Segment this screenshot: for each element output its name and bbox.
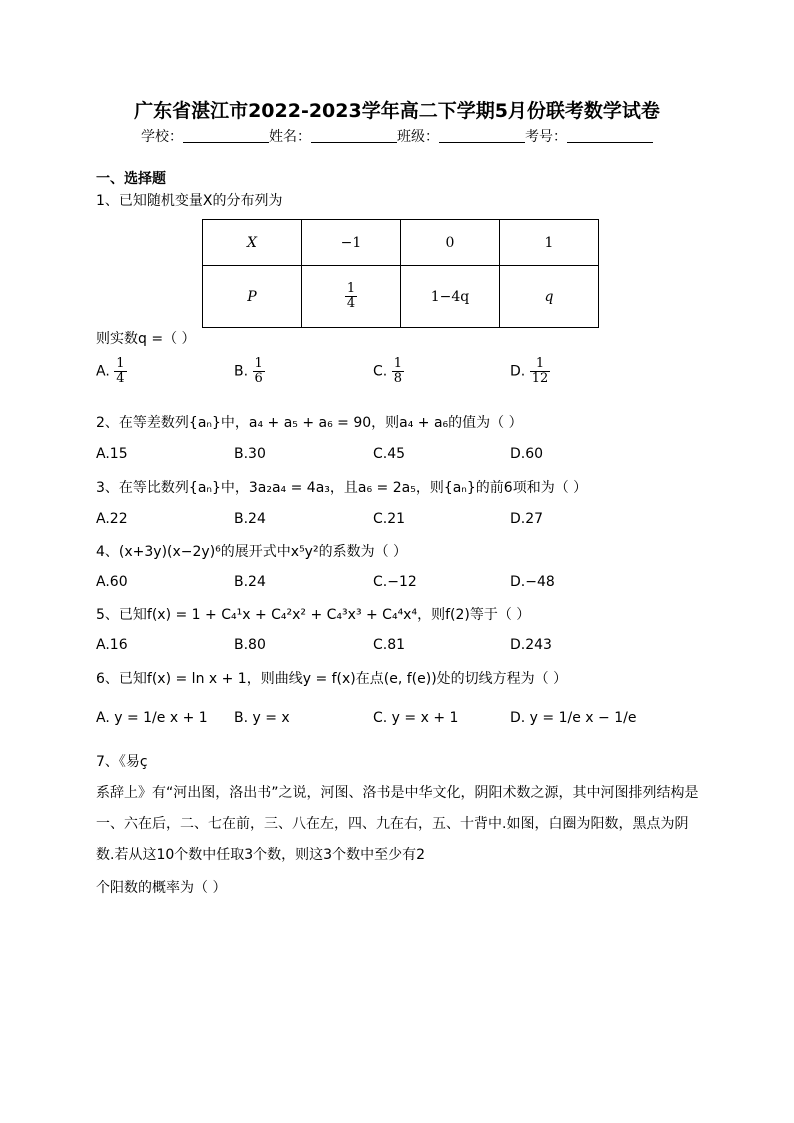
q6-option-b: B. y = x <box>234 710 290 726</box>
q2-option-b: B.30 <box>234 446 266 462</box>
q2-option-c: C.45 <box>373 446 406 462</box>
q3-option-c: C.21 <box>373 511 406 527</box>
fraction: $\frac{1}{4}$ <box>346 281 356 311</box>
q3-option-a: A.22 <box>96 511 128 527</box>
page-title: 广东省湛江市2022-2023学年高二下学期5月份联考数学试卷 <box>134 100 660 122</box>
q3-option-d: D.27 <box>510 511 544 527</box>
q4-option-c: C.−12 <box>373 574 417 590</box>
q4-option-d: D.−48 <box>510 574 555 590</box>
q5-stem: 5、已知f(x) = 1 + C₄¹x + C₄²x² + C₄³x³ + C₄⁴x⁴，则f(2)等于（ ） <box>96 607 531 623</box>
q5-option-b: B.80 <box>234 637 266 653</box>
table-cell: P <box>203 266 302 328</box>
table-cell: −1 <box>302 220 401 266</box>
q7-stem-head: 7、《易ç <box>96 754 148 770</box>
q1-stem: 1、已知随机变量X的分布列为 <box>96 193 283 209</box>
name-label: 姓名： <box>269 129 311 145</box>
table-cell <box>302 266 401 328</box>
q1-option-d: D. $\frac{1}{12}$ <box>510 356 549 386</box>
table-row <box>203 266 599 328</box>
table-cell: X <box>203 220 302 266</box>
table-cell: q <box>500 266 599 328</box>
exam-no-blank <box>567 128 653 143</box>
q7-body: 系辞上》有“河出图，洛出书”之说，河图、洛书是中华文化，阴阳术数之源，其中河图排列结构是一、六在后，二、七在前，三、八在左，四、九在右，五、十背中.如图，白圈为阳数，黑点为阴数.若从这10个数中任取3个数，则这3个数中至少有2 <box>96 785 699 863</box>
q1-option-a: A. $\frac{1}{4}$ <box>96 356 125 386</box>
q5-option-c: C.81 <box>373 637 406 653</box>
section-heading: 一、选择题 <box>96 171 166 187</box>
distribution-table <box>202 219 599 328</box>
q3-option-b: B.24 <box>234 511 266 527</box>
class-blank <box>439 128 525 143</box>
q5-option-d: D.243 <box>510 637 552 653</box>
table-cell: 1−4q <box>401 266 500 328</box>
q5-option-a: A.16 <box>96 637 128 653</box>
student-info-line <box>0 126 794 146</box>
school-blank <box>183 128 269 143</box>
q4-stem: 4、(x+3y)(x−2y)⁶的展开式中x⁵y²的系数为（ ） <box>96 544 408 560</box>
table-row <box>203 220 599 266</box>
q7-tail: 个阳数的概率为（ ） <box>96 880 227 896</box>
q6-option-d: D. y = 1/e x − 1/e <box>510 710 637 726</box>
name-blank <box>311 128 397 143</box>
q6-option-c: C. y = x + 1 <box>373 710 459 726</box>
exam-no-label: 考号： <box>525 129 567 145</box>
school-label: 学校： <box>141 129 183 145</box>
q4-option-a: A.60 <box>96 574 128 590</box>
q6-option-a: A. y = 1/e x + 1 <box>96 710 208 726</box>
class-label: 班级： <box>397 129 439 145</box>
q2-stem: 2、在等差数列{aₙ}中，a₄ + a₅ + a₆ = 90，则a₄ + a₆的值为（ ） <box>96 415 523 431</box>
q2-option-a: A.15 <box>96 446 128 462</box>
q4-option-b: B.24 <box>234 574 266 590</box>
q3-stem: 3、在等比数列{aₙ}中，3a₂a₄ = 4a₃，且a₆ = 2a₅，则{aₙ}的前6项和为（ ） <box>96 480 588 496</box>
q1-option-c: C. $\frac{1}{8}$ <box>373 356 402 386</box>
q6-stem: 6、已知f(x) = ln x + 1，则曲线y = f(x)在点(e, f(e))处的切线方程为（ ） <box>96 671 568 687</box>
table-cell: 0 <box>401 220 500 266</box>
q1-option-b: B. $\frac{1}{6}$ <box>234 356 263 386</box>
q2-option-d: D.60 <box>510 446 544 462</box>
q1-ask: 则实数q =（ ） <box>96 331 196 347</box>
table-cell: 1 <box>500 220 599 266</box>
